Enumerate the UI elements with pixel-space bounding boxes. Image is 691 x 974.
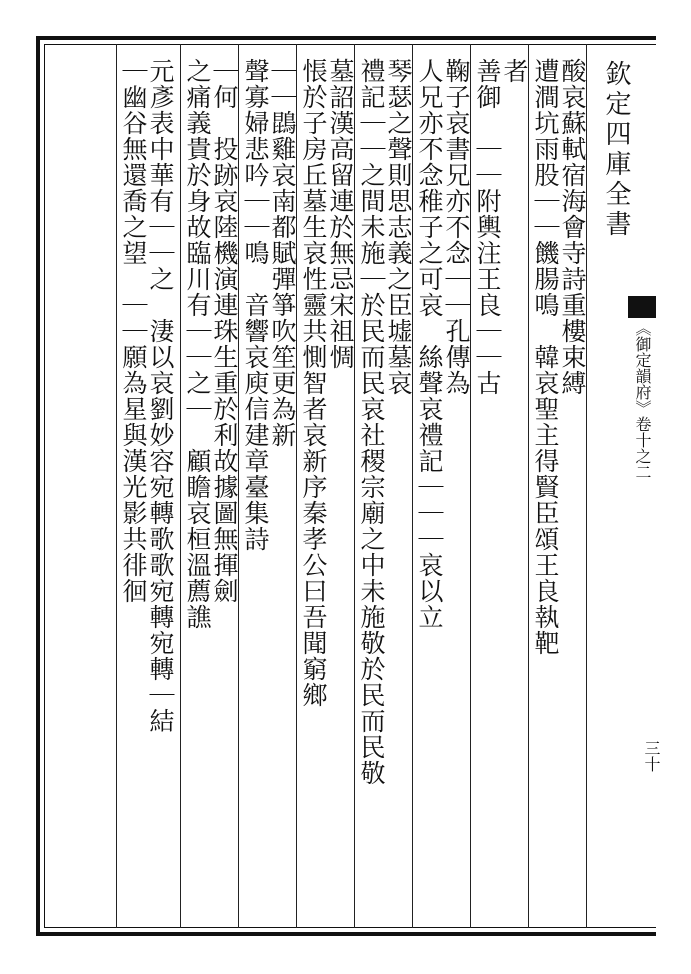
column-rule <box>528 44 529 928</box>
text-line: 者 <box>500 58 529 84</box>
fishtail-mark <box>628 296 656 318</box>
text-line: 墓詔漢高留連於無忌宋祖惆 <box>326 58 355 370</box>
text-line: ｜幽谷無還喬之望 ｜｜願為星與漢光影共徘徊 <box>119 58 148 604</box>
column-rule <box>116 44 117 928</box>
text-line: 悵於子房丘墓生哀性靈共惻智者哀新序秦孝公曰吾聞窮鄉 <box>299 58 328 708</box>
text-line: 酸哀蘇軾宿海會寺詩重樓束縛 <box>558 58 587 396</box>
text-line: 琴瑟之聲則思志義之臣墟墓哀 <box>384 58 413 396</box>
text-column-2 <box>474 58 528 924</box>
text-column-3 <box>416 58 470 924</box>
text-column-8 <box>120 58 174 924</box>
text-line: 善御 ｜｜附輿注王良｜｜古 <box>473 58 502 396</box>
book-side-label: 《御定韻府》卷十之二 <box>633 320 652 480</box>
column-rule <box>180 44 181 928</box>
text-line: 鞠子哀書兄亦不念｜｜孔傳為 <box>442 58 471 396</box>
page-number: 三十 <box>642 740 661 772</box>
text-column-1 <box>532 58 586 924</box>
text-line: 人兄亦不念稚子之可哀 絲聲哀禮記｜｜｜哀以立 <box>415 58 444 630</box>
text-line: 禮記｜｜之間未施｜於民而民哀社稷宗廟之中未施敬於民而民敬 <box>357 58 386 786</box>
book-title: 欽定四庫全書 <box>601 60 631 240</box>
text-column-4 <box>358 58 412 924</box>
text-line: 元彥表中華有｜｜之 淒以哀劉妙容宛轉歌歌宛轉宛轉｜結 <box>146 58 175 734</box>
text-line: 遭澗坑雨股｜｜饑腸鳴 韓哀聖主得賢臣頌王良執靶 <box>531 58 560 656</box>
text-line: ｜何 投跡哀陸機演連珠生重於利故據圖無揮劍 <box>210 58 239 604</box>
text-line: ｜｜鵾雞哀南都賦彈箏吹笙更為新 <box>268 58 297 448</box>
text-column-7 <box>184 58 238 924</box>
text-column-5 <box>300 58 354 924</box>
text-line: 聲寡婦悲吟｜｜鳴 音響哀庾信建章臺集詩 <box>241 58 270 552</box>
text-column-6 <box>242 58 296 924</box>
text-line: 之痛義貴於身故臨川有｜｜之｜ 顧瞻哀桓溫薦譙 <box>183 58 212 630</box>
